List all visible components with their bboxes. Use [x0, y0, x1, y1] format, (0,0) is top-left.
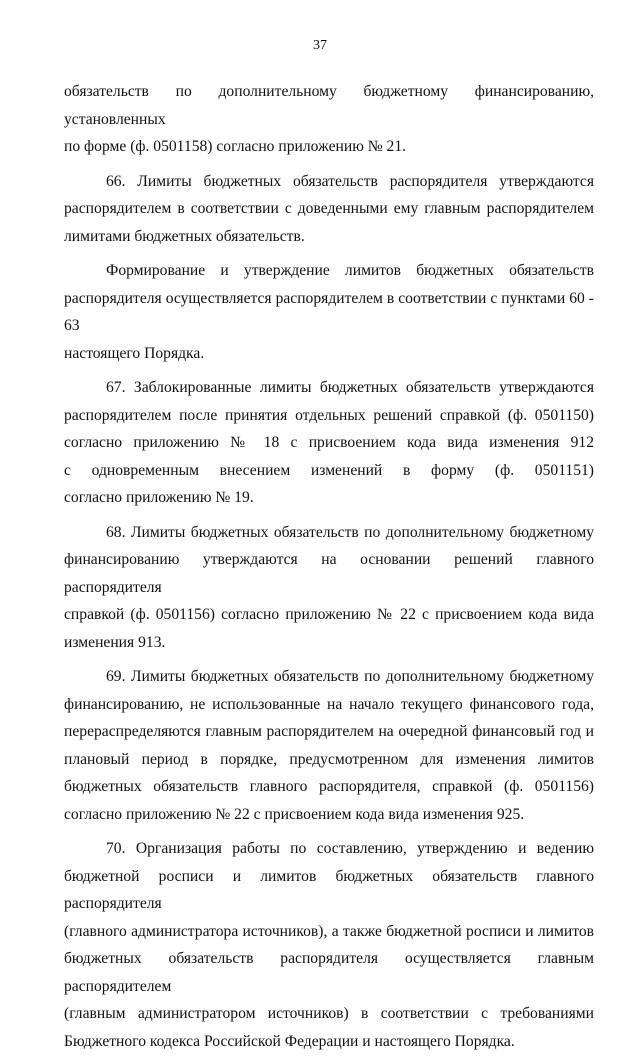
text-line: с одновременным внесением изменений в форму (ф. 0501151) — [64, 461, 594, 479]
text-line: согласно приложению № 18 с присвоением кода вида изменения 912 — [64, 434, 594, 451]
text-line: бюджетных обязательств главного распорядителя, справкой (ф. 0501156) — [64, 778, 594, 795]
text-line: 68. Лимиты бюджетных обязательств по дополнительному бюджетному — [106, 523, 594, 541]
paragraph-p-69 — [64, 663, 594, 828]
text-line: (главным администратором источников) в соответствии с требованиями — [64, 1005, 594, 1022]
text-line: справкой (ф. 0501156) согласно приложению № 22 с присвоением кода вида — [64, 606, 594, 623]
text-line: Бюджетного кодекса Российской Федерации и настоящего Порядка. — [64, 1032, 515, 1050]
text-line: согласно приложению № 19. — [64, 489, 254, 506]
document-body — [64, 78, 594, 1062]
paragraph-p-68 — [64, 519, 594, 657]
paragraph-p-66-2 — [64, 257, 594, 367]
text-line: распорядителя осуществляется распорядителем в соответствии с пунктами 60 - 63 — [64, 289, 594, 334]
text-line: лимитами бюджетных обязательств. — [64, 227, 305, 245]
text-line: Формирование и утверждение лимитов бюджетных обязательств — [106, 262, 594, 279]
text-line: изменения 913. — [64, 633, 166, 651]
text-line: (главного администратора источников), а также бюджетной росписи и лимитов — [64, 922, 594, 940]
text-line: распорядителем после принятия отдельных решений справкой (ф. 0501150) — [64, 406, 594, 424]
text-line: 66. Лимиты бюджетных обязательств распорядителя утверждаются — [106, 172, 594, 190]
text-line: согласно приложению № 22 с присвоением кода вида изменения 925. — [64, 805, 525, 823]
text-line: по форме (ф. 0501158) согласно приложению № 21. — [64, 138, 407, 155]
paragraph-p-67 — [64, 374, 594, 512]
text-line: финансированию, не использованные на начало текущего финансового года, — [64, 695, 594, 713]
text-line: 67. Заблокированные лимиты бюджетных обязательств утверждаются — [106, 379, 594, 396]
text-line: перераспределяются главным распорядителем на очередной финансовый год и — [64, 723, 594, 740]
text-line: бюджетной росписи и лимитов бюджетных обязательств главного распорядителя — [64, 867, 594, 912]
text-line: бюджетных обязательств распорядителя осуществляется главным распорядителем — [64, 950, 594, 995]
text-line: распорядителем в соответствии с доведенными ему главным распорядителем — [64, 200, 594, 217]
text-line: плановый период в порядке, предусмотренном для изменения лимитов — [64, 750, 594, 768]
paragraph-p-70 — [64, 835, 594, 1055]
text-line: 70. Организация работы по составлению, утверждению и ведению — [106, 840, 594, 857]
text-line: обязательств по дополнительному бюджетному финансированию, установленных — [64, 83, 594, 128]
text-line: 69. Лимиты бюджетных обязательств по дополнительному бюджетному — [106, 668, 594, 685]
paragraph-p-continuation — [64, 78, 594, 161]
paragraph-p-66 — [64, 168, 594, 251]
text-line: настоящего Порядка. — [64, 344, 205, 362]
text-line: финансированию утверждаются на основании решений главного распорядителя — [64, 551, 594, 596]
page-number: 37 — [313, 38, 327, 53]
